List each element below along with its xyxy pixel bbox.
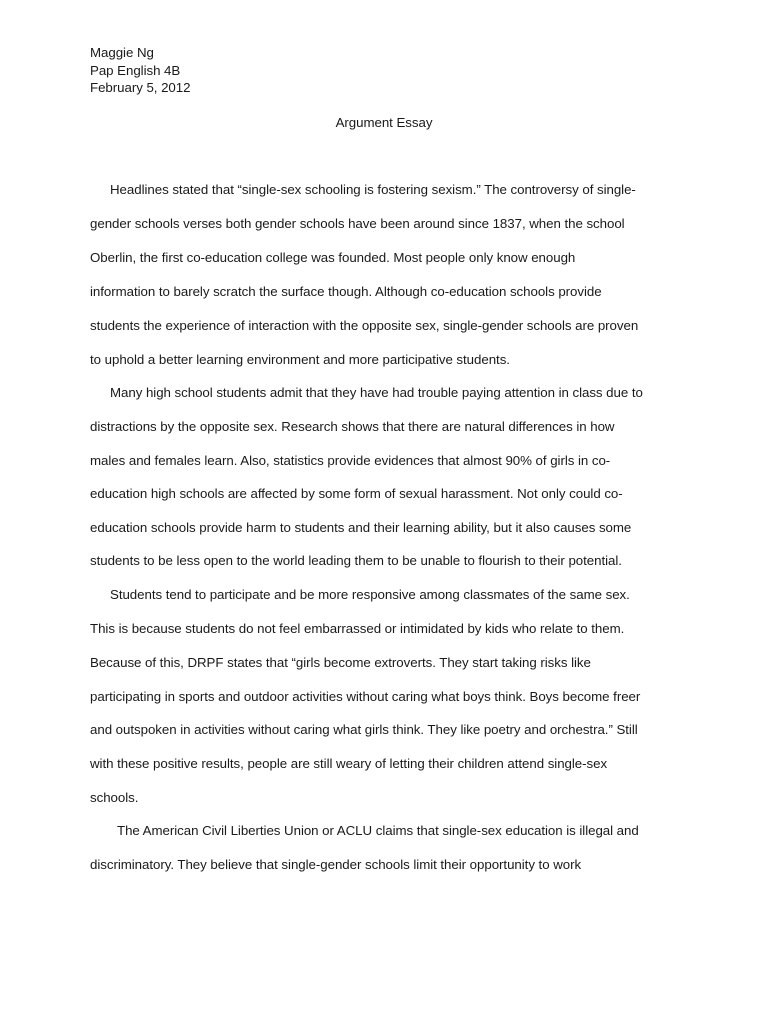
essay-line: students the experience of interaction with the opposite sex, single-gender schools are proven: [90, 318, 639, 333]
essay-line: The American Civil Liberties Union or ACLU claims that single-sex education is illegal and: [117, 823, 639, 838]
essay-line: discriminatory. They believe that single-gender schools limit their opportunity to work: [90, 857, 582, 872]
essay-line: Many high school students admit that they have had trouble paying attention in class due to: [110, 385, 643, 400]
essay-line: students to be less open to the world leading them to be unable to flourish to their potential.: [90, 553, 622, 568]
course-name: Pap English 4B: [90, 62, 181, 78]
essay-line: Headlines stated that “single-sex schooling is fostering sexism.” The controversy of single-: [110, 182, 636, 197]
essay-line: gender schools verses both gender schools have been around since 1837, when the school: [90, 216, 625, 231]
essay-line: and outspoken in activities without caring what girls think. They like poetry and orchestra.” Still: [90, 722, 638, 737]
author-name: Maggie Ng: [90, 45, 154, 60]
essay-line: males and females learn. Also, statistics provide evidences that almost 90% of girls in co-: [90, 453, 611, 468]
essay-line: Students tend to participate and be more responsive among classmates of the same sex.: [110, 587, 630, 602]
essay-line: information to barely scratch the surface though. Although co-education schools provide: [90, 284, 602, 299]
essay-line: Oberlin, the first co-education college was founded. Most people only know enough: [90, 250, 576, 265]
essay-line: with these positive results, people are still weary of letting their children attend single-sex: [90, 756, 608, 771]
essay-line: distractions by the opposite sex. Research shows that there are natural differences in how: [90, 419, 615, 434]
essay-line: education schools provide harm to students and their learning ability, but it also causes some: [90, 520, 632, 535]
essay-line: participating in sports and outdoor activities without caring what boys think. Boys become freer: [90, 689, 641, 704]
essay-line: schools.: [90, 790, 139, 805]
essay-date: February 5, 2012: [90, 80, 191, 95]
essay-line: to uphold a better learning environment and more participative students.: [90, 352, 510, 367]
essay-line: This is because students do not feel embarrassed or intimidated by kids who relate to them.: [90, 621, 625, 636]
essay-header: [90, 44, 190, 97]
essay-line: Because of this, DRPF states that “girls become extroverts. They start taking risks like: [90, 655, 591, 670]
essay-line: education high schools are affected by some form of sexual harassment. Not only could co-: [90, 486, 623, 501]
essay-title: Argument Essay: [335, 115, 433, 130]
